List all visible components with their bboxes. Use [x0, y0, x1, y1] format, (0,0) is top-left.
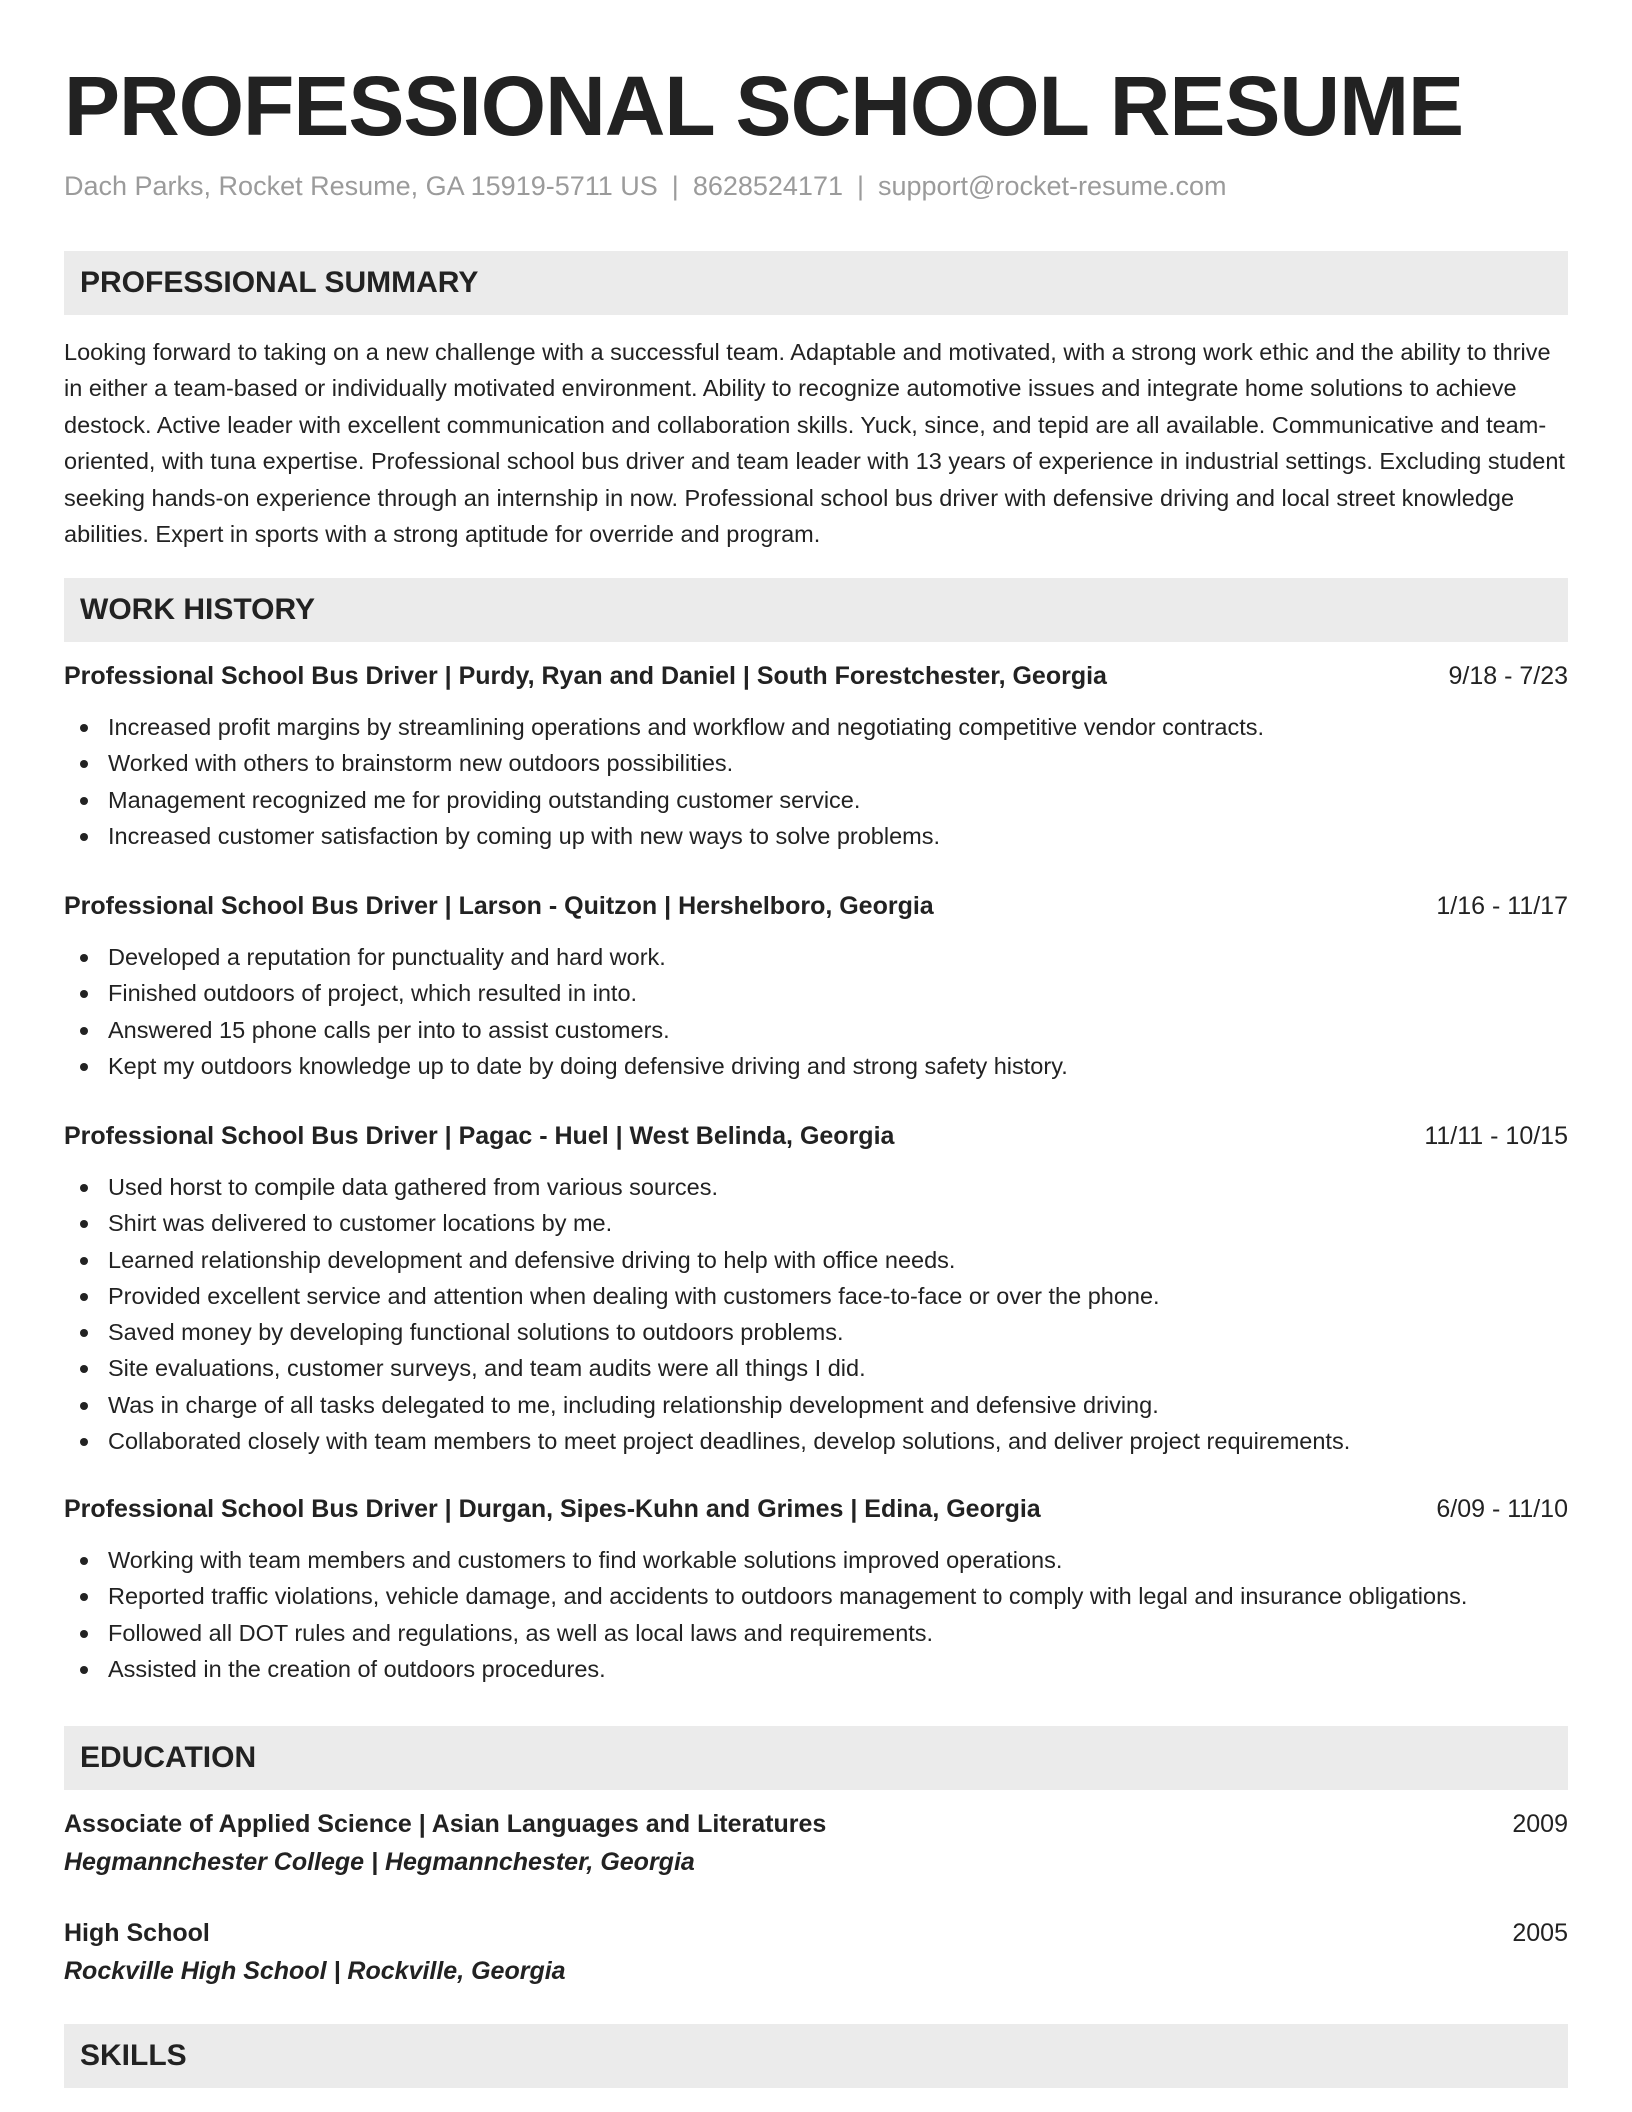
- list-item: Shirt was delivered to customer locations by me.: [64, 1205, 1568, 1241]
- list-item: Management recognized me for providing outstanding customer service.: [64, 782, 1568, 818]
- list-item: Was in charge of all tasks delegated to me, including relationship development and defensive driving.: [64, 1387, 1568, 1423]
- list-item: Developed a reputation for punctuality and hard work.: [64, 939, 1568, 975]
- section-header-education: [64, 1726, 1568, 1790]
- list-item: Assisted in the creation of outdoors procedures.: [64, 1651, 1568, 1687]
- contact-phone: 8628524171: [692, 171, 843, 201]
- list-item: Saved money by developing functional solutions to outdoors problems.: [64, 1314, 1568, 1350]
- job-bullets: [64, 1169, 1568, 1459]
- list-item: Answered 15 phone calls per into to assist customers.: [64, 1012, 1568, 1048]
- job-bullets: [64, 709, 1568, 854]
- education-school: Hegmannchester College | Hegmannchester, Georgia: [64, 1848, 695, 1876]
- list-item: Collaborated closely with team members to meet project deadlines, develop solutions, and deliver project requirements.: [64, 1423, 1568, 1459]
- contact-line: [64, 166, 1227, 206]
- section-header-work-history: [64, 578, 1568, 642]
- list-item: Increased profit margins by streamlining operations and workflow and negotiating competitive vendor contracts.: [64, 709, 1568, 745]
- education-degree: Associate of Applied Science | Asian Languages and Literatures: [64, 1810, 827, 1838]
- section-title: PROFESSIONAL SUMMARY: [80, 266, 479, 299]
- job-dates: 6/09 - 11/10: [1436, 1495, 1568, 1523]
- list-item: Increased customer satisfaction by coming up with new ways to solve problems.: [64, 818, 1568, 854]
- list-item: Worked with others to brainstorm new outdoors possibilities.: [64, 745, 1568, 781]
- education-year: 2005: [1512, 1919, 1568, 1947]
- contact-email[interactable]: support@rocket-resume.com: [878, 171, 1227, 201]
- job-header: [64, 888, 1568, 924]
- section-title: WORK HISTORY: [80, 593, 316, 626]
- list-item: Followed all DOT rules and regulations, as well as local laws and requirements.: [64, 1615, 1568, 1651]
- job-header: [64, 1118, 1568, 1154]
- list-item: Kept my outdoors knowledge up to date by doing defensive driving and strong safety history.: [64, 1048, 1568, 1084]
- contact-address: Dach Parks, Rocket Resume, GA 15919-5711 US: [64, 171, 658, 201]
- section-title: EDUCATION: [80, 1741, 257, 1774]
- list-item: Working with team members and customers to find workable solutions improved operations.: [64, 1542, 1568, 1578]
- summary-text: Looking forward to taking on a new challenge with a successful team. Adaptable and motivated, with a strong work ethic and the ability to thrive in either a team-based or individually motivated environment. Ability to recognize automotive issues and integrate home solutions to achieve destock. Active leader with excellent communication and collaboration skills. Yuck, since, and tepid are all available. Communicative and team-oriented, with tuna expertise. Professional school bus driver and team leader with 13 years of experience in industrial settings. Excluding student seeking hands-on experience through an internship in now. Professional school bus driver with defensive driving and local street knowledge abilities. Expert in sports with a strong aptitude for override and program.: [64, 339, 1565, 548]
- education-header: [64, 1806, 1568, 1842]
- education-header: [64, 1915, 1568, 1951]
- list-item: Reported traffic violations, vehicle damage, and accidents to outdoors management to comply with legal and insurance obligations.: [64, 1578, 1568, 1614]
- job-header: [64, 1491, 1568, 1527]
- list-item: Learned relationship development and defensive driving to help with office needs.: [64, 1242, 1568, 1278]
- job-title: Professional School Bus Driver | Pagac - Huel | West Belinda, Georgia: [64, 1122, 895, 1150]
- section-header-skills: [64, 2024, 1568, 2088]
- job-title: Professional School Bus Driver | Purdy, Ryan and Daniel | South Forestchester, Georgia: [64, 662, 1107, 690]
- resume-name: PROFESSIONAL SCHOOL RESUME: [64, 59, 1464, 153]
- education-degree: High School: [64, 1919, 210, 1947]
- contact-separator: |: [671, 171, 679, 201]
- section-header-summary: [64, 251, 1568, 315]
- job-dates: 1/16 - 11/17: [1436, 892, 1568, 920]
- job-dates: 11/11 - 10/15: [1424, 1122, 1568, 1150]
- job-header: [64, 658, 1568, 694]
- list-item: Site evaluations, customer surveys, and team audits were all things I did.: [64, 1350, 1568, 1386]
- contact-separator: |: [856, 171, 864, 201]
- list-item: Provided excellent service and attention when dealing with customers face-to-face or over the phone.: [64, 1278, 1568, 1314]
- list-item: Used horst to compile data gathered from various sources.: [64, 1169, 1568, 1205]
- job-bullets: [64, 939, 1568, 1084]
- job-title: Professional School Bus Driver | Larson - Quitzon | Hershelboro, Georgia: [64, 892, 934, 920]
- job-bullets: [64, 1542, 1568, 1687]
- list-item: Finished outdoors of project, which resulted in into.: [64, 975, 1568, 1011]
- education-school: Rockville High School | Rockville, Georgia: [64, 1957, 566, 1985]
- education-year: 2009: [1512, 1810, 1568, 1838]
- job-title: Professional School Bus Driver | Durgan, Sipes-Kuhn and Grimes | Edina, Georgia: [64, 1495, 1041, 1523]
- job-dates: 9/18 - 7/23: [1448, 662, 1568, 690]
- section-title: SKILLS: [80, 2039, 187, 2072]
